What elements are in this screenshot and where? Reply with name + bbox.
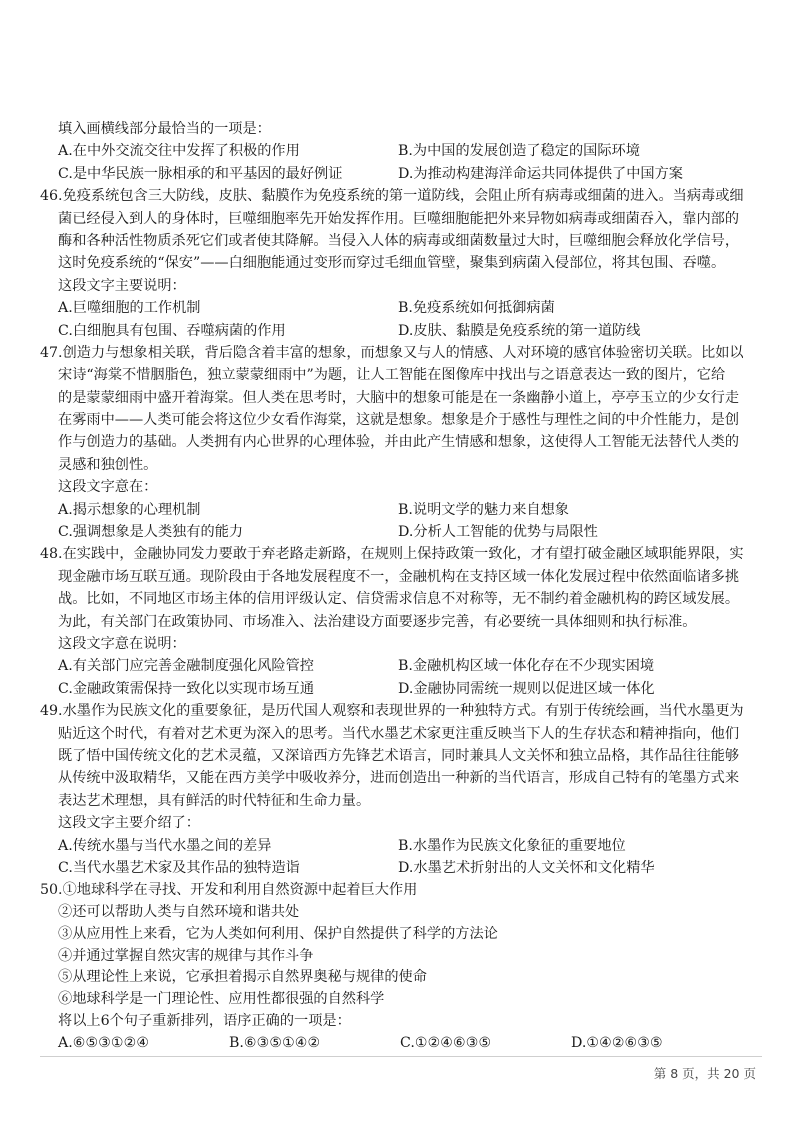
question-text-line: 酶和各种活性物质杀死它们或者使其降解。当侵入人体的病毒或细菌数量过大时，巨噬细胞会释放化学信号，: [58, 232, 740, 249]
option-d[interactable]: D.①④②⑥③⑤: [571, 1034, 663, 1051]
option-d[interactable]: D.水墨艺术折射出的人文关怀和文化精华: [398, 859, 655, 876]
option-a[interactable]: A.揭示想象的心理机制: [58, 501, 201, 518]
question-45-tail: [40, 118, 765, 185]
question-text-line: 为此，有关部门在政策协同、市场准入、法治建设方面要逐步完善，有必要统一具体细则和执行标准。: [58, 613, 697, 630]
option-c[interactable]: C.强调想象是人类独有的能力: [58, 524, 244, 541]
question-text-line: 既了悟中国传统文化的艺术灵蕴，又深谙西方先锋艺术语言，同时兼具人文关怀和独立品格，其作品往往能够: [58, 747, 740, 764]
question-text-line: 这时免疫系统的“保安”——白细胞能通过变形而穿过毛细血管壁，聚集到病菌入侵部位，将其包围、吞噬。: [58, 255, 726, 272]
question-prompt: 这段文字意在：: [58, 479, 158, 496]
question-46: [40, 185, 765, 342]
options-row: [40, 655, 765, 677]
question-text-line: 作与创造力的基础。人类拥有内心世界的心理体验，并由此产生情感和想象，这使得人工智能无法替代人类的: [58, 434, 740, 451]
question-text-line: 的是蒙蒙细雨中盛开着海棠。但人类在思考时，大脑中的想象可能是在一条幽静小道上，亭亭玉立的少女行走: [58, 389, 740, 406]
option-c[interactable]: C.白细胞具有包围、吞噬病菌的作用: [58, 322, 286, 339]
option-d[interactable]: D.分析人工智能的优势与局限性: [398, 524, 598, 541]
option-b[interactable]: B.水墨作为民族文化象征的重要地位: [398, 837, 626, 854]
options-row: [40, 297, 765, 319]
question-49: [40, 700, 765, 879]
question-text-line: 贴近这个时代，有着对艺术更为深入的思考。当代水墨艺术家更注重反映当下人的生存状态和精神指向，他们: [58, 725, 740, 742]
question-stem: 填入画横线部分最恰当的一项是：: [58, 121, 271, 137]
question-text-line: 灵感和独创性。: [58, 456, 158, 473]
sentence-item: ⑥地球科学是一门理论性、应用性都很强的自然科学: [58, 991, 385, 1008]
option-a[interactable]: A.巨噬细胞的工作机制: [58, 300, 201, 317]
options-row: [40, 499, 765, 521]
question-prompt: 这段文字意在说明：: [58, 635, 186, 652]
question-48: [40, 543, 765, 700]
options-row: [40, 163, 765, 185]
options-row: [40, 140, 765, 162]
question-text-line: 47.创造力与想象相关联，背后隐含着丰富的想象，而想象又与人的情感、人对环境的感官体验密切关联。比如以: [40, 344, 744, 361]
option-c[interactable]: C.①②④⑥③⑤: [400, 1034, 492, 1051]
options-row: [40, 521, 765, 543]
footer-divider: [40, 1056, 762, 1057]
question-50: [40, 879, 765, 1054]
sentence-item: ②还可以帮助人类与自然环境和谐共处: [58, 904, 300, 921]
option-a[interactable]: A.传统水墨与当代水墨之间的差异: [58, 837, 272, 854]
question-text-line: 46.免疫系统包含三大防线，皮肤、黏膜作为免疫系统的第一道防线，会阻止所有病毒或细菌的进入。当病毒或细: [40, 188, 744, 205]
option-b[interactable]: B.金融机构区域一体化存在不少现实困境: [398, 658, 655, 675]
question-text-line: 宋诗“海棠不惜胭脂色，独立蒙蒙细雨中”为题，让人工智能在图像库中找出与之语意表达一致的图片，它给: [58, 367, 726, 384]
option-c[interactable]: C.金融政策需保持一致化以实现市场互通: [58, 680, 315, 697]
question-prompt: 这段文字主要说明：: [58, 277, 186, 294]
option-d[interactable]: D.为推动构建海洋命运共同体提供了中国方案: [398, 165, 683, 182]
options-row: [40, 835, 765, 857]
question-text-line: 50.①地球科学在寻找、开发和利用自然资源中起着巨大作用: [40, 882, 418, 899]
question-text-line: 现金融市场互联互通。现阶段由于各地发展程度不一，金融机构在支持区域一体化发展过程中依然面临诸多挑: [58, 568, 740, 585]
question-text-line: 49.水墨作为民族文化的重要象征，是历代国人观察和表现世界的一种独特方式。有别于传统绘画，当代水墨更为: [40, 703, 744, 720]
option-b[interactable]: B.说明文学的魅力来自想象: [398, 501, 569, 518]
option-b[interactable]: B.⑥③⑤①④②: [229, 1034, 321, 1051]
option-d[interactable]: D.金融协同需统一规则以促进区域一体化: [398, 680, 655, 697]
question-text-line: 战。比如，不同地区市场主体的信用评级认定、信贷需求信息不对称等，无不制约着金融机构的跨区域发展。: [58, 591, 740, 608]
option-c[interactable]: C.当代水墨艺术家及其作品的独特造诣: [58, 859, 300, 876]
sentence-item: ③从应用性上来看，它为人类如何利用、保护自然提供了科学的方法论: [58, 925, 498, 942]
option-a[interactable]: A.⑥⑤③①②④: [58, 1034, 150, 1051]
question-47: [40, 342, 765, 544]
question-text-line: 表达艺术理想，具有鲜活的时代特征和生命力量。: [58, 792, 371, 809]
option-b[interactable]: B.免疫系统如何抵御病菌: [398, 300, 555, 317]
option-a[interactable]: A.有关部门应完善金融制度强化风险管控: [58, 658, 314, 675]
sentence-item: ④并通过掌握自然灾害的规律与其作斗争: [58, 947, 314, 964]
options-row: [40, 678, 765, 700]
question-prompt: 这段文字主要介绍了：: [58, 815, 200, 832]
options-row: [40, 1032, 765, 1054]
question-text-line: 在雾雨中——人类可能会将这位少女看作海棠，这就是想象。想象是介于感性与理性之间的中介性能力，是创: [58, 412, 740, 429]
option-a[interactable]: A.在中外交流交往中发挥了积极的作用: [58, 143, 300, 160]
options-row: [40, 857, 765, 879]
options-row: [40, 320, 765, 342]
question-text-line: 菌已经侵入到人的身体时，巨噬细胞率先开始发挥作用。巨噬细胞能把外来异物如病毒或细菌吞入，靠内部的: [58, 210, 740, 227]
question-prompt: 将以上6个句子重新排列，语序正确的一项是：: [58, 1013, 351, 1030]
question-text-line: 从传统中汲取精华，又能在西方美学中吸收养分，进而创造出一种新的当代语言，形成自己特有的笔墨方式来: [58, 770, 740, 787]
page-number: 第 8 页，共 20 页: [653, 1066, 756, 1081]
question-text-line: 48.在实践中，金融协同发力要敢于弃老路走新路，在规则上保持政策一致化，才有望打破金融区域职能界限，实: [40, 546, 744, 563]
sentence-item: ⑤从理论性上来说，它承担着揭示自然界奥秘与规律的使命: [58, 969, 427, 986]
page-content: [40, 118, 765, 1054]
option-d[interactable]: D.皮肤、黏膜是免疫系统的第一道防线: [398, 322, 641, 339]
option-c[interactable]: C.是中华民族一脉相承的和平基因的最好例证: [58, 165, 343, 182]
option-b[interactable]: B.为中国的发展创造了稳定的国际环境: [398, 143, 640, 160]
